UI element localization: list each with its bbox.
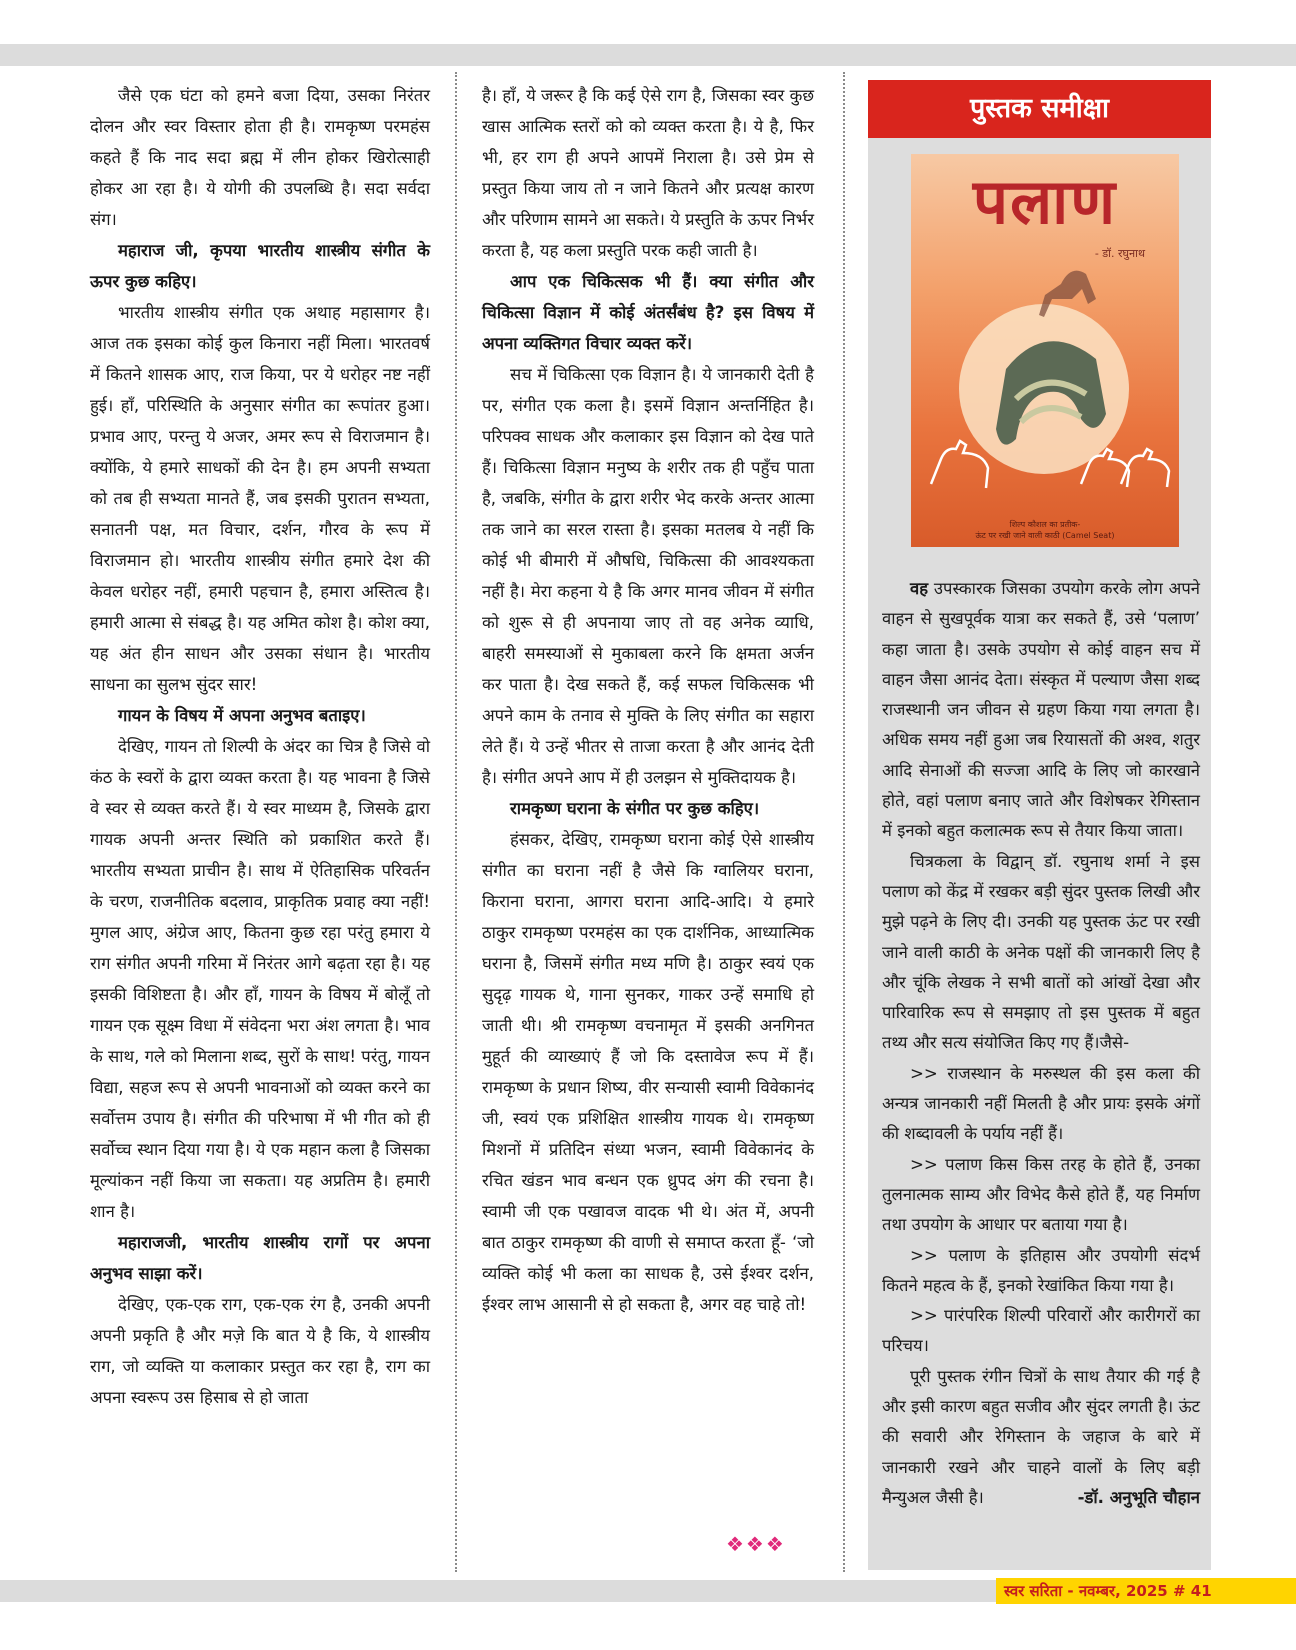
cover-caption-line-1: शिल्प कौशल का प्रतीक- xyxy=(1009,520,1081,529)
cover-caption-line-2: ऊंट पर रखी जाने वाली काठी (Camel Seat) xyxy=(975,531,1115,540)
end-ornament: ❖❖❖ xyxy=(726,1532,786,1556)
book-cover-caption xyxy=(911,519,1179,541)
review-paragraph-1-body: उपस्कारक जिसका उपयोग करके लोग अपने वाहन से सुखपूर्वक यात्रा कर सकते हैं, उसे ‘पलाण’ कहा जाता है। उसके उपयोग से कोई वाहन सच में वाहन जैसा आनंद देता। संस्कृत में पल्याण जैसा शब्द राजस्थानी जन जीवन से ग्रहण किया गया लगता है। अधिक समय नहीं हुआ जब रियासतों की अश्व, शतुर आदि सेनाओं की सज्जा आदि के लिए जो कारखाने होते, वहां पलाण बनाए जाते और विशेषकर रेगिस्तान में इनको बहुत कलात्मक रूप से तैयार किया जाता। xyxy=(882,579,1200,841)
publication-name: स्वर सरिता xyxy=(1004,1582,1063,1600)
review-bullet-3: >> पलाण के इतिहास और उपयोगी संदर्भ कितने महत्व के हैं, इनको रेखांकित किया गया है। xyxy=(882,1245,1200,1295)
column-divider-2 xyxy=(843,72,845,1572)
article-column-1 xyxy=(90,80,430,1413)
col1-paragraph-2: भारतीय शास्त्रीय संगीत एक अथाह महासागर है। आज तक इसका कोई कुल किनारा नहीं मिला। भारतवर्ष में कितने शासक आए, राज किया, पर ये धरोहर नष्ट नहीं हुई। हाँ, परिस्थिति के अनुसार संगीत का रूपांतर हुआ। प्रभाव आए, परन्तु ये अजर, अमर रूप से विराजमान है। क्योंकि, ये हमारे साधकों की देन है। हम अपनी सभ्यता को तब ही सभ्यता मानते हैं, जब इसकी पुरातन सभ्यता, सनातनी पक्ष, मत विचार, दर्शन, गौरव के रूप में विराजमान हो। भारतीय शास्त्रीय संगीत हमारे देश की केवल धरोहर नहीं, हमारी पहचान है, हमारा अस्तित्व है। हमारी आत्मा से संबद्ध है। यह अमित कोश है। कोश क्या, यह अंत हीन साधन और उसका संधान है। भारतीय साधना का सुलभ सुंदर सार! xyxy=(90,303,430,694)
review-bullet-4: >> पारंपरिक शिल्पी परिवारों और कारीगरों का परिचय। xyxy=(882,1306,1200,1356)
col1-paragraph-3: देखिए, गायन तो शिल्पी के अंदर का चित्र है जिसे वो कंठ के स्वरों के द्वारा व्यक्त करता है। यह भावना है जिसे वे स्वर से व्यक्त करते हैं। ये स्वर माध्यम है, जिसके द्वारा गायक अपनी अन्तर स्थिति को प्रकाशित करते हैं। भारतीय सभ्यता प्राचीन है। साथ में ऐतिहासिक परिवर्तन के चरण, राजनीतिक बदलाव, प्राकृतिक प्रवाह क्या नहीं! मुगल आए, अंग्रेज आए, कितना कुछ रहा परंतु हमारा ये राग संगीत अपनी गरिमा में निरंतर आगे बढ़ता रहा है। यह इसकी विशिष्टता है। और हाँ, गायन के विषय में बोलूँ तो गायन एक सूक्ष्म विधा में संवेदना भरा अंश लगता है। भाव के साथ, गले को मिलाना शब्द, सुरों के साथ! परंतु, गायन विद्या, सहज रूप से अपनी भावनाओं को व्यक्त करने का सर्वोत्तम उपाय है। संगीत की परिभाषा में भी गीत को ही सर्वोच्च स्थान दिया गया है। ये एक महान कला है जिसका मूल्यांकन नहीं किया जा सकता। यह अप्रतिम है। हमारी शान है। xyxy=(90,737,430,1221)
top-header-band xyxy=(0,44,1296,66)
interview-question-1: महाराज जी, कृपया भारतीय शास्त्रीय संगीत के ऊपर कुछ कहिए। xyxy=(90,241,430,291)
col1-paragraph-1: जैसे एक घंटा को हमने बजा दिया, उसका निरंतर दोलन और स्वर विस्तार होता ही है। रामकृष्ण परमहंस कहते हैं कि नाद सदा ब्रह्म में लीन होकर खिरोत्साही होकर आ रहा है। ये योगी की उपलब्धि है। सदा सर्वदा संग। xyxy=(90,86,430,229)
review-bullet-2: >> पलाण किस किस तरह के होते हैं, उनका तुलनात्मक साम्य और विभेद कैसे होते हैं, यह निर्माण तथा उपयोग के आधार पर बताया गया है। xyxy=(882,1154,1200,1235)
review-paragraph-3 xyxy=(882,1362,1200,1513)
review-paragraph-1 xyxy=(882,574,1200,847)
review-paragraph-3-body: पूरी पुस्तक रंगीन चित्रों के साथ तैयार की गई है और इसी कारण बहुत सजीव और सुंदर लगती है। ऊंट की सवारी और रेगिस्तान के जहाज के बारे में जानकारी रखने और चाहने वालों के लिए बड़ी मैन्युअल जैसी है। xyxy=(882,1366,1200,1507)
col2-paragraph-2: सच में चिकित्सा एक विज्ञान है। ये जानकारी देती है पर, संगीत एक कला है। इसमें विज्ञान अन्तर्निहित है। परिपक्व साधक और कलाकार इस विज्ञान को देख पाते हैं। चिकित्सा विज्ञान मनुष्य के शरीर तक ही पहुँच पाता है, जबकि, संगीत के द्वारा शरीर भेद करके अन्तर आत्मा तक जाने का सरल रास्ता है। इसका मतलब ये नहीं कि कोई भी बीमारी में औषधि, चिकित्सा की आवश्यकता नहीं है। मेरा कहना ये है कि अगर मानव जीवन में संगीत को शुरू से ही अपनाया जाए तो वह अनेक व्याधि, बाहरी समस्याओं से मुकाबला करने कि क्षमता अर्जन कर पाता है। देख सकते हैं, कई सफल चिकित्सक भी अपने काम के तनाव से मुक्ति के लिए संगीत का सहारा लेते हैं। ये उन्हें भीतर से ताजा करता है और आनंद देती है। संगीत अपने आप में ही उलझन से मुक्तिदायक है। xyxy=(482,365,814,787)
book-review-sidebar xyxy=(868,80,1211,1570)
footer-separator: - xyxy=(1067,1582,1079,1600)
review-bullet-1: >> राजस्थान के मरुस्थल की इस कला की अन्यत्र जानकारी नहीं मिलती है और प्रायः इसके अंगों की शब्दावली के पर्याय नहीं हैं। xyxy=(882,1063,1200,1144)
page-footer-tag xyxy=(996,1578,1296,1604)
review-paragraph-2: चित्रकला के विद्वान् डॉ. रघुनाथ शर्मा ने इस पलाण को केंद्र में रखकर बड़ी सुंदर पुस्तक लिखी और मुझे पढ़ने के लिए दी। उनकी यह पुस्तक ऊंट पर रखी जाने वाली काठी के अनेक पक्षों की जानकारी लिए है और चूंकि लेखक ने सभी बातों को आंखों देखा और पारिवारिक रूप से समझाए तो इस पुस्तक में बहुत तथ्य और सत्य संयोजित किए गए हैं।जैसे- xyxy=(882,851,1200,1053)
article-column-2 xyxy=(482,80,814,1320)
interview-question-5: रामकृष्ण घराना के संगीत पर कुछ कहिए। xyxy=(510,799,760,818)
col2-paragraph-3: हंसकर, देखिए, रामकृष्ण घराना कोई ऐसे शास्त्रीय संगीत का घराना नहीं है जैसे कि ग्वालियर घराना, किराना घराना, आगरा घराना आदि-आदि। ये हमारे ठाकुर रामकृष्ण परमहंस का एक दार्शनिक, आध्यात्मिक घराना है, जिसमें संगीत मध्य मणि है। ठाकुर स्वयं एक सुदृढ़ गायक थे, गाना सुनकर, गाकर उन्हें समाधि हो जाती थी। श्री रामकृष्ण वचनामृत में इसकी अनगिनत मुहूर्त की व्याख्याएं हैं जो कि दस्तावेज रूप में हैं। रामकृष्ण के प्रधान शिष्य, वीर सन्यासी स्वामी विवेकानंद जी, स्वयं एक प्रशिक्षित शास्त्रीय गायक थे। रामकृष्ण मिशनों में प्रतिदिन संध्या भजन, स्वामी विवेकानंद के रचित खंडन भाव बन्धन एक ध्रुपद अंग की रचना है। स्वामी जी एक पखावज वादक भी थे। अंत में, अपनी बात ठाकुर रामकृष्ण की वाणी से समाप्त करता हूँ- ‘जो व्यक्ति कोई भी कला का साधक है, उसे ईश्वर दर्शन, ईश्वर लाभ आसानी से हो सकता है, अगर वह चाहे तो! xyxy=(482,830,814,1314)
book-cover-author: - डॉ. रघुनाथ xyxy=(1094,247,1145,260)
interview-question-4: आप एक चिकित्सक भी हैं। क्या संगीत और चिकित्सा विज्ञान में कोई अंतर्संबंध है? इस विषय में अपना व्यक्तिगत विचार व्यक्त करें। xyxy=(482,272,814,353)
col1-paragraph-4: देखिए, एक-एक राग, एक-एक रंग है, उनकी अपनी अपनी प्रकृति है और मज़े कि बात ये है कि, ये शास्त्रीय राग, जो व्यक्ति या कलाकार प्रस्तुत कर रहा है, राग का अपना स्वरूप उस हिसाब से हो जाता xyxy=(90,1295,430,1407)
book-cover-image xyxy=(911,154,1179,547)
page-number: 41 xyxy=(1190,1582,1212,1600)
col2-paragraph-1: है। हाँ, ये जरूर है कि कई ऐसे राग है, जिसका स्वर कुछ खास आत्मिक स्तरों को को व्यक्त करता है। ये है, फिर भी, हर राग ही अपने आपमें निराला है। उसे प्रेम से प्रस्तुत किया जाय तो न जाने कितने और प्रत्यक्ष कारण और परिणाम सामने आ सकते। ये प्रस्तुति के ऊपर निर्भर करता है, यह कला प्रस्तुति परक कही जाती है। xyxy=(482,86,814,260)
review-lead-word: वह xyxy=(910,579,929,598)
book-cover-title: पलाण xyxy=(972,165,1118,238)
book-review-text xyxy=(882,574,1200,1513)
issue-date: नवम्बर, 2025 xyxy=(1078,1582,1168,1600)
interview-question-3: महाराजजी, भारतीय शास्त्रीय रागों पर अपना अनुभव साझा करें। xyxy=(90,1233,430,1283)
interview-question-2: गायन के विषय में अपना अनुभव बताइए। xyxy=(118,706,366,725)
book-review-heading: पुस्तक समीक्षा xyxy=(868,80,1211,138)
column-divider-1 xyxy=(455,72,457,1572)
page-number-hash: # xyxy=(1172,1582,1191,1600)
reviewer-signature: -डॉ. अनुभूति चौहान xyxy=(1077,1487,1200,1507)
